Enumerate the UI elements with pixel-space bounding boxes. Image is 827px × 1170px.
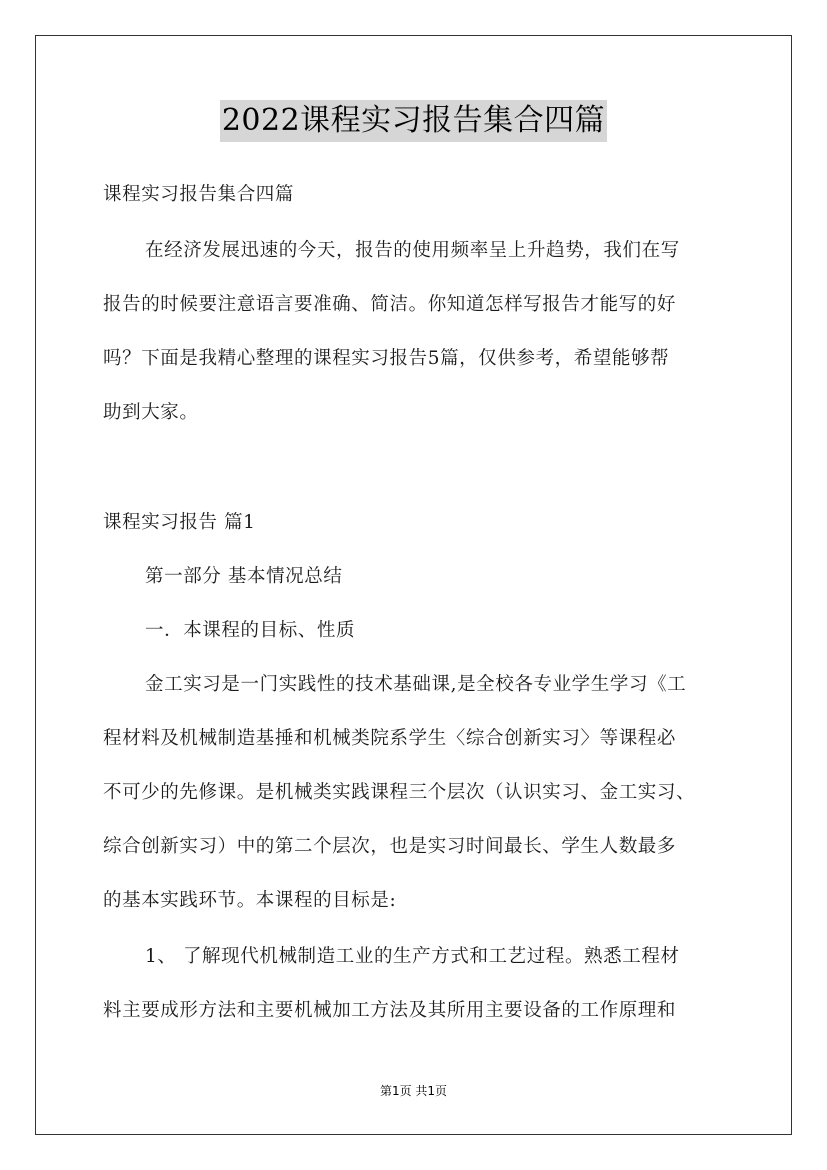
title-wrap	[0, 100, 827, 142]
intro-line: 助到大家。	[103, 402, 199, 423]
body-line: 金工实习是一门实践性的技术基础课,是全校各专业学生学习《工	[145, 674, 687, 695]
intro-line: 吗？下面是我精心整理的课程实习报告5篇，仅供参考，希望能够帮	[103, 348, 670, 369]
page-footer: 第1页 共1页	[379, 1084, 448, 1098]
section-heading: 课程实习报告 篇1	[103, 512, 256, 533]
document-title: 2022课程实习报告集合四篇	[220, 100, 607, 142]
body-line: 程材料及机械制造基捶和机械类院系学生〈综合创新实习〉等课程必	[103, 728, 677, 749]
intro-line: 在经济发展迅速的今天，报告的使用频率呈上升趋势，我们在写	[145, 240, 680, 261]
part-heading: 第一部分 基本情况总结	[145, 566, 343, 587]
document-subtitle: 课程实习报告集合四篇	[103, 184, 295, 205]
subsection-heading: 一．本课程的目标、性质	[145, 620, 356, 641]
list-item-line: 1、 了解现代机械制造工业的生产方式和工艺过程。熟悉工程材	[145, 946, 680, 967]
list-item-line: 料主要成形方法和主要机械加工方法及其所用主要设备的工作原理和	[103, 1000, 677, 1021]
body-line: 不可少的先修课。是机械类实践课程三个层次（认识实习、金工实习、	[103, 782, 696, 803]
intro-line: 报告的时候要注意语言要准确、简洁。你知道怎样写报告才能写的好	[103, 294, 677, 315]
body-line: 的基本实践环节。本课程的目标是:	[103, 890, 397, 911]
body-line: 综合创新实习）中的第二个层次，也是实习时间最长、学生人数最多	[103, 836, 677, 857]
